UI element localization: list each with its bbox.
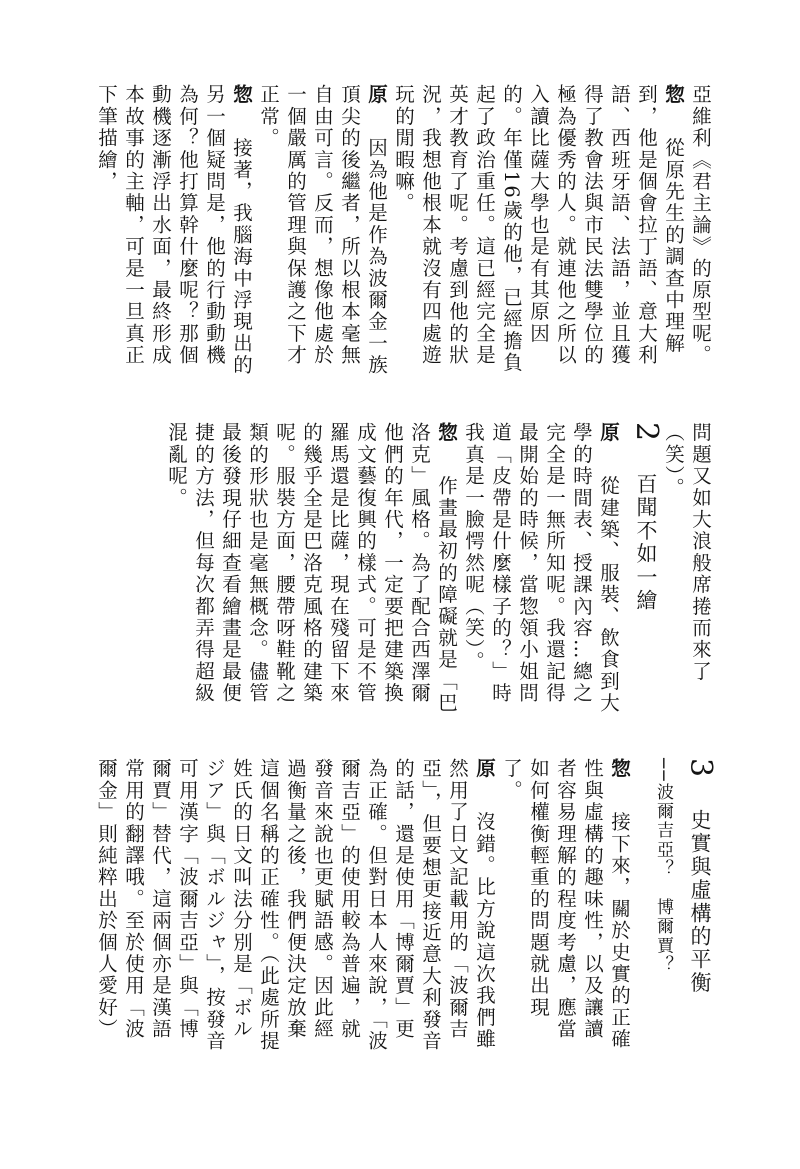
paragraph — [93, 758, 498, 1058]
paragraph — [93, 84, 255, 384]
section-number: 2 — [629, 422, 664, 444]
speaker-label: 惣 — [230, 84, 253, 106]
paragraph-text: 從原先生的調查中理解到，他是個會拉丁語、意大利語、西班牙語、法語，並且獲得了教會法與市民法雙學位的極為優秀的人。就連他之所以入讀比薩大學也是有其原因的。年僅16歲的他，已經擔負起了政治重任。這已經完全是英才教育了呢。考慮到他的狀況，我想他根本就沒有四處遊玩的閒暇嘛。 — [392, 84, 685, 374]
paragraph-text: 沒錯。比方說這次我們雖然用了日文記載用的「波爾吉亞」，但要想更接近意大利發音的話，還是使用「博爾賈」更為正確。但對日本人來說，「波爾吉亞」的使用較為普遍，就發音來說也更賦語感。因此經過衡量之後，我們便決定放棄這個名稱的正確性。（此處所提姓氏的日文叫法分別是「ボルジア」與「ボルジャ」，按發音可用漢字「波爾吉亞」與「博爾賈」替代，這兩個亦是漢語常用的翻譯哦。至於使用「波爾金」則純粹出於個人愛好） — [95, 758, 496, 1053]
paragraph: 問題又如大浪般席捲而來了（笑）。 — [662, 422, 712, 683]
section-title: 百聞不如一繪 — [634, 473, 658, 613]
section-subtitle: ──波爾吉亞？ 博爾賈？ — [653, 758, 673, 975]
paragraph-text: 接著，我腦海中浮現出的另一個疑問是，他的行動動機為何？他打算幹什麼呢？那個動機逐漸浮出水面，最終形成本故事的主軸，可是一旦真正下筆描繪， — [95, 84, 253, 377]
speaker-label: 原 — [473, 758, 496, 780]
paragraph: 亞維利《君主論》的原型呢。 — [689, 84, 712, 367]
paragraph — [498, 758, 633, 1058]
paragraph-text: 從建築、服裝、飲食到大學的時間表、授課內容…總之完全是一無所知呢。我還記得最開始的時候，當惣領小姐問道「皮帶是什麼樣子的？」時我真是一臉愕然呢（笑）。 — [462, 422, 620, 715]
paragraph — [390, 84, 687, 384]
paragraph-text: 因為他是作為波爾金一族頂尖的後繼者，所以根本毫無自由可言。反而，想像他處於一個嚴厲的管理與保護之下才正常。 — [257, 84, 388, 377]
section-title: 史實與虛構的平衡 — [688, 809, 712, 995]
speaker-label: 原 — [365, 84, 388, 106]
speaker-label: 惣 — [435, 422, 458, 444]
text-block-middle — [74, 422, 714, 722]
section-heading — [683, 758, 718, 1058]
speaker-label: 惣 — [608, 758, 631, 780]
paragraph — [163, 422, 460, 722]
text-block-top — [74, 84, 714, 384]
speaker-label: 原 — [597, 422, 620, 444]
text-block-bottom — [74, 758, 718, 1058]
paragraph-text: 作畫最初的障礙就是「巴洛克」風格。為了配合西澤爾他們的年代，一定要把建築換成文藝復興的樣式。可是不管羅馬還是比薩，現在殘留下來的幾乎全是巴洛克風格的建築呢。服裝方面，腰帶呀鞋靴之類的形狀也是毫無概念。儘管最後發現仔細查看繪畫是最便捷的方法，但每次都弄得超級混亂呢。 — [165, 422, 458, 715]
paragraph-text: 接下來，關於史實的正確性與虛構的趣味性，以及讓讀者容易理解的程度考慮，應當如何權衡輕重的問題就出現了。 — [500, 758, 631, 1051]
speaker-label: 惣 — [662, 84, 685, 106]
section-number: 3 — [683, 758, 718, 780]
paragraph — [460, 422, 622, 722]
section-heading — [629, 422, 664, 722]
paragraph — [255, 84, 390, 384]
